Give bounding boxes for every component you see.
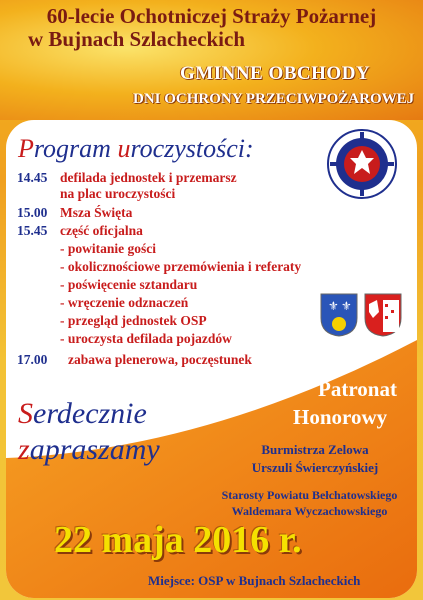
schedule-text: na plac uroczystości [60,186,176,201]
content-panel: Program uroczystości: 14.45 defilada jednostek i przemarsz na plac uroczystości 15.00 Msza Święta 15.45 część oficjalna - powitanie gości - okolicznościowe przemówienia i referaty - poświęcenie sztandaru - wręczenie odznaczeń - przegląd jednostek OSP - uroczysta defilada pojazdów 17.00 zabawa plenerowa, poczęstunek ⚜ ⚜ Serdecznie zapraszamy Patronat Honorowy Burmistrza Zelowa Urszuli Świerczyńskiej Starosty Powiatu Bełchatowskiego Waldemara Wyczachowskiego 22 maja 2016 r. Miejsce: OSP w Bujnach Szlacheckich [6,120,417,598]
schedule-text: - wręczenie odznaczeń [60,295,189,310]
mayor-line-1: Burmistrza Zelowa [261,442,369,457]
schedule-text: - przegląd jednostek OSP [60,313,207,328]
schedule-text: defilada jednostek i przemarsz [60,170,237,185]
header-title: 60-lecie Ochotniczej Straży Pożarnej [46,4,377,28]
schedule-text: - powitanie gości [60,241,156,256]
schedule-time: 14.45 [17,170,48,185]
belchatow-county-coat-of-arms-icon [363,292,403,338]
schedule-time: 15.00 [17,205,48,220]
schedule-text: zabawa plenerowa, poczęstunek [68,352,252,367]
schedule-time: 17.00 [17,352,48,367]
starosta-line-2: Waldemara Wyczachowskiego [231,504,388,518]
svg-text:⚜: ⚜ [341,299,352,313]
schedule-text: - okolicznościowe przemówienia i referaty [60,259,302,274]
header-event: GMINNE OBCHODY [180,63,371,84]
mayor-line-2: Urszuli Świerczyńskiej [251,460,379,475]
header-banner [0,0,423,120]
header-subtitle: w Bujnach Szlacheckich [27,27,245,51]
schedule-text: Msza Święta [60,205,133,220]
schedule-text: - poświęcenie sztandaru [60,277,198,292]
fire-brigade-emblem-icon [326,128,398,200]
schedule-text: część oficjalna [60,223,143,238]
zelow-coat-of-arms-icon [319,292,359,338]
header-event-name: DNI OCHRONY PRZECIWPOŻAROWEJ [133,91,415,107]
program-title: Program uroczystości: [18,134,254,163]
svg-text:⚜: ⚜ [328,299,339,313]
event-date: 22 maja 2016 r. [54,519,302,561]
event-place: Miejsce: OSP w Bujnach Szlacheckich [148,573,361,588]
schedule-text: - uroczysta defilada pojazdów [60,331,232,346]
schedule-time: 15.45 [17,223,48,238]
starosta-line-1: Starosty Powiatu Bełchatowskiego [221,488,398,502]
